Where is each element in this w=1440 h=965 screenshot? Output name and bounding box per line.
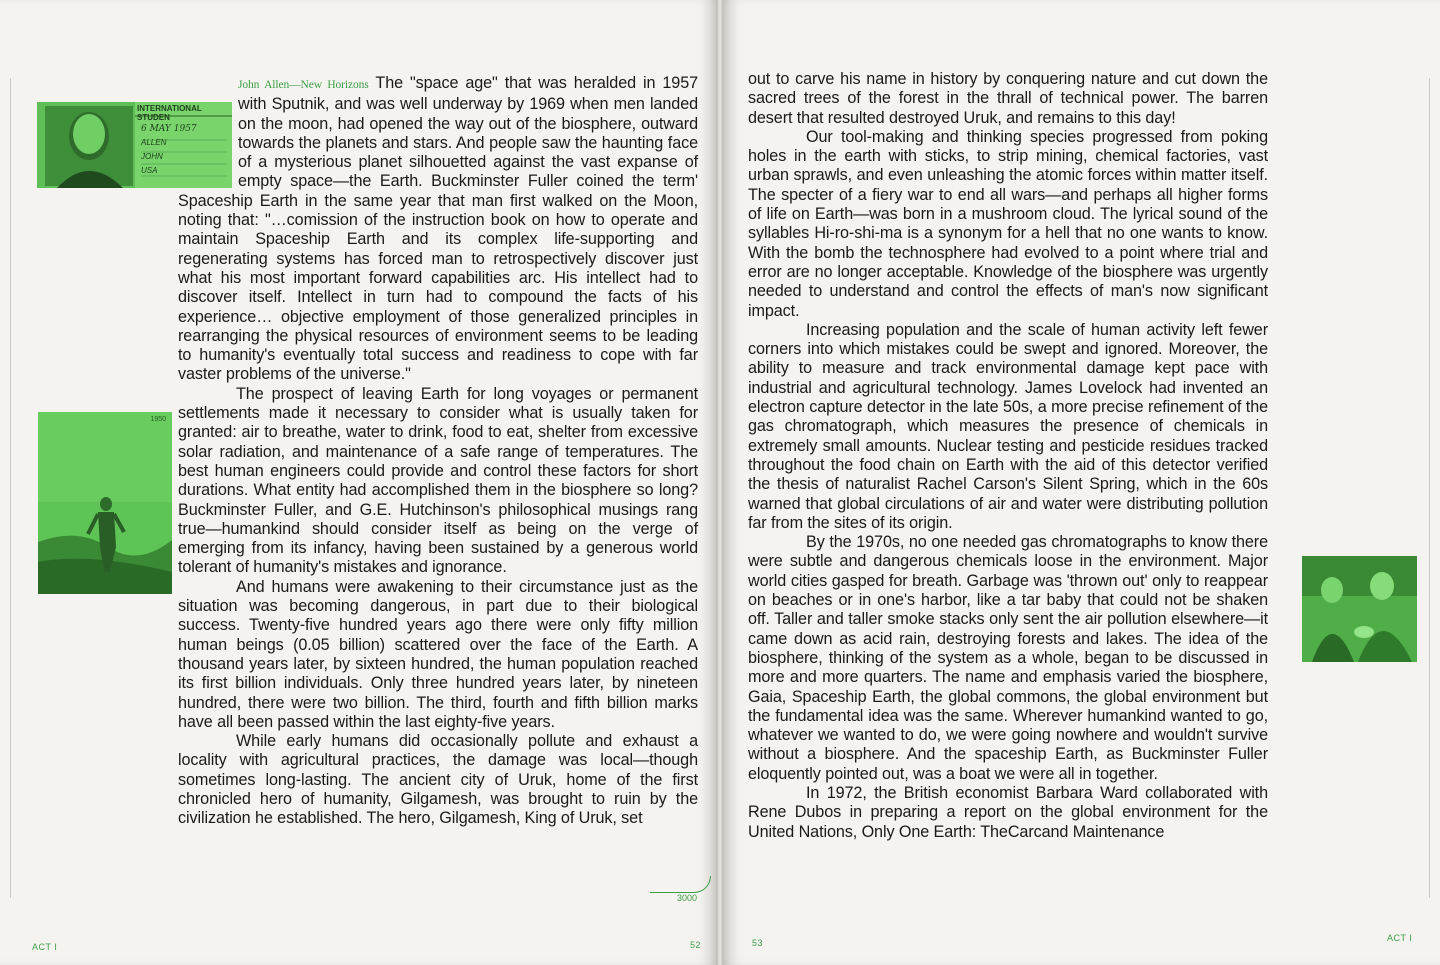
page-number: 52 bbox=[690, 940, 702, 950]
green-curve-mark bbox=[650, 876, 711, 893]
paragraph: Increasing population and the scale of human activity left fewer corners into which mistakes could be swept and ignored. Moreover, the ability to measure and track environmental damage kept pace with industrial and agricultural technology. James Lovelock had invented an electron capture detector in the late 50s, a more precise refinement of the gas chromatograph, which measures the presence of chemicals in extremely small amounts. Nuclear testing and pesticide residues tracked throughout the food chain on Earth with the aid of this detector verified the thesis of naturalist Rachel Carson's Silent Spring, which in the 60s warned that global circulations of air and water were distributing pollution far from the sites of its origin. bbox=[748, 320, 1268, 532]
right-page bbox=[722, 0, 1440, 965]
section-label: ACT I bbox=[1387, 933, 1413, 943]
id-card-country: USA bbox=[141, 166, 158, 175]
id-card-surname: ALLEN bbox=[141, 138, 167, 147]
running-head: John Allen—New Horizons bbox=[238, 79, 369, 91]
photo-two-people bbox=[1302, 556, 1417, 662]
id-card-date: 6 MAY 1957 bbox=[141, 124, 197, 134]
paragraph-text: The "space age" that was heralded in 1957 with Sputnik, and was well underway by 1969 when men landed on the moon, had opened the way out of the biosphere, outward towards the planets and stars. And people saw the haunting face of a mysterious planet silhouetted against the vast expanse of empty space—the Earth. Buckminster Fuller coined the term' Spaceship Earth in the same year that man first walked on the Moon, noting that: "…comission of the instruction book on how to operate and maintain Spaceship Earth and its complex life-supporting and regenerating systems has forced man to retrospectively discover just what his most important forward capabilities arc. His intellect had to discover itself. Intellect in turn had to compound the facts of his experience… objective employment of those generalized principles in rearranging the physical resources of environment seems to be leading to humanity's eventually total success and readiness to cope with far vaster problems of the universe." bbox=[178, 74, 699, 384]
paragraph: And humans were awakening to their circumstance just as the situation was becoming dangerous, in part due to their biological success. Twenty-five hundred years ago there were only fifty million human beings (0.05 billion) scattered over the face of the Earth. A thousand years later, by sixteen hundred, the human population reached its first billion individuals. Only three hundred years later, by nineteen hundred, there were two billion. The third, fourth and fifth billion marks have all been passed within the last eighty-five years. bbox=[178, 577, 698, 731]
paragraph: In 1972, the British economist Barbara Ward collaborated with Rene Dubos in preparing a report on the global environment for the United Nations, Only One Earth: TheCarcand Maintenance bbox=[748, 783, 1268, 841]
paragraph: While early humans did occasionally pollute and exhaust a locality with agricultural practices, the damage was local—though sometimes long-lasting. The ancient city of Uruk, home of the first chronicled hero of humanity, Gilgamesh, was brought to ruin by the civilization he established. The hero, Gilgamesh, King of Uruk, set bbox=[178, 732, 698, 828]
paragraph: Our tool-making and thinking species progressed from poking holes in the earth with sticks, to strip mining, chemical factories, vast urban sprawls, and even unleashing the atomic forces within matter itself. The specter of a fiery war to end all wars—and perhaps all higher forms of life on Earth—was born in a mushroom cloud. The lyrical sound of the syllables Hi-ro-shi-ma is a synonym for a hell that no one wants to know. With the bomb the technosphere had evolved to a point where trial and error are no longer acceptable. Knowledge of the biosphere was urgently needed to understand and control the effects of man's now significant impact. bbox=[748, 127, 1268, 320]
paragraph: By the 1970s, no one needed gas chromatographs to know there were subtle and dangerous chemicals loose in the environment. Major world cities gasped for breath. Garbage was 'thrown out' only to reappear on beaches or in one's harbor, like a tar baby that could not be shaken off. Taller and taller smoke stacks only sent the air pollution elsewhere—it came down as acid rain, destroying forests and lakes. The idea of the biosphere, thinking of the system as a whole, began to be discussed in more and more quarters. The name and emphasis varied the biosphere, Gaia, Spaceship Earth, the global commons, the global environment but the fundamental idea was the same. Wherever humankind wanted to go, whatever we wanted to do, we were going nowhere and wouldn't survive without a biosphere. And the spaceship Earth, as Buckminster Fuller eloquently pointed out, was a boat we were all in together. bbox=[748, 533, 1268, 783]
page-edge-line bbox=[1429, 78, 1430, 898]
photo-date-caption: 1950 bbox=[150, 416, 166, 423]
page-edge-line bbox=[10, 78, 11, 898]
section-label: ACT I bbox=[32, 942, 58, 952]
id-card-firstname: JOHN bbox=[141, 152, 163, 161]
paragraph: out to carve his name in history by conquering nature and cut down the sacred trees of the forest in the thrall of technical power. The barren desert that resulted destroyed Uruk, and remains to this day! bbox=[748, 70, 1268, 127]
paragraph: The prospect of leaving Earth for long voyages or permanent settlements made it necessary to consider what is usually taken for granted: air to breathe, water to drink, food to eat, shelter from excessive solar radiation, and maintenance of a safe range of temperatures. The best human engineers could provide and control these factors for short durations. What entity had accomplished them in the biosphere so long? Buckminster Fuller, and G.E. Hutchinson's philosophical musings rang true—humankind should consider itself as being on the verge of emerging from its infancy, having been sustained by a generous world tolerant of humanity's mistakes and ignorance. bbox=[178, 384, 698, 577]
page-number: 53 bbox=[752, 938, 764, 948]
left-page bbox=[0, 0, 718, 965]
id-card-header: INTERNATIONAL STUDEN bbox=[137, 104, 202, 122]
right-text-column bbox=[748, 70, 1268, 842]
photo-mountain-man bbox=[38, 412, 172, 594]
left-text-column bbox=[178, 74, 698, 829]
paragraph bbox=[178, 74, 698, 385]
marker-3000: 3000 bbox=[677, 893, 698, 903]
